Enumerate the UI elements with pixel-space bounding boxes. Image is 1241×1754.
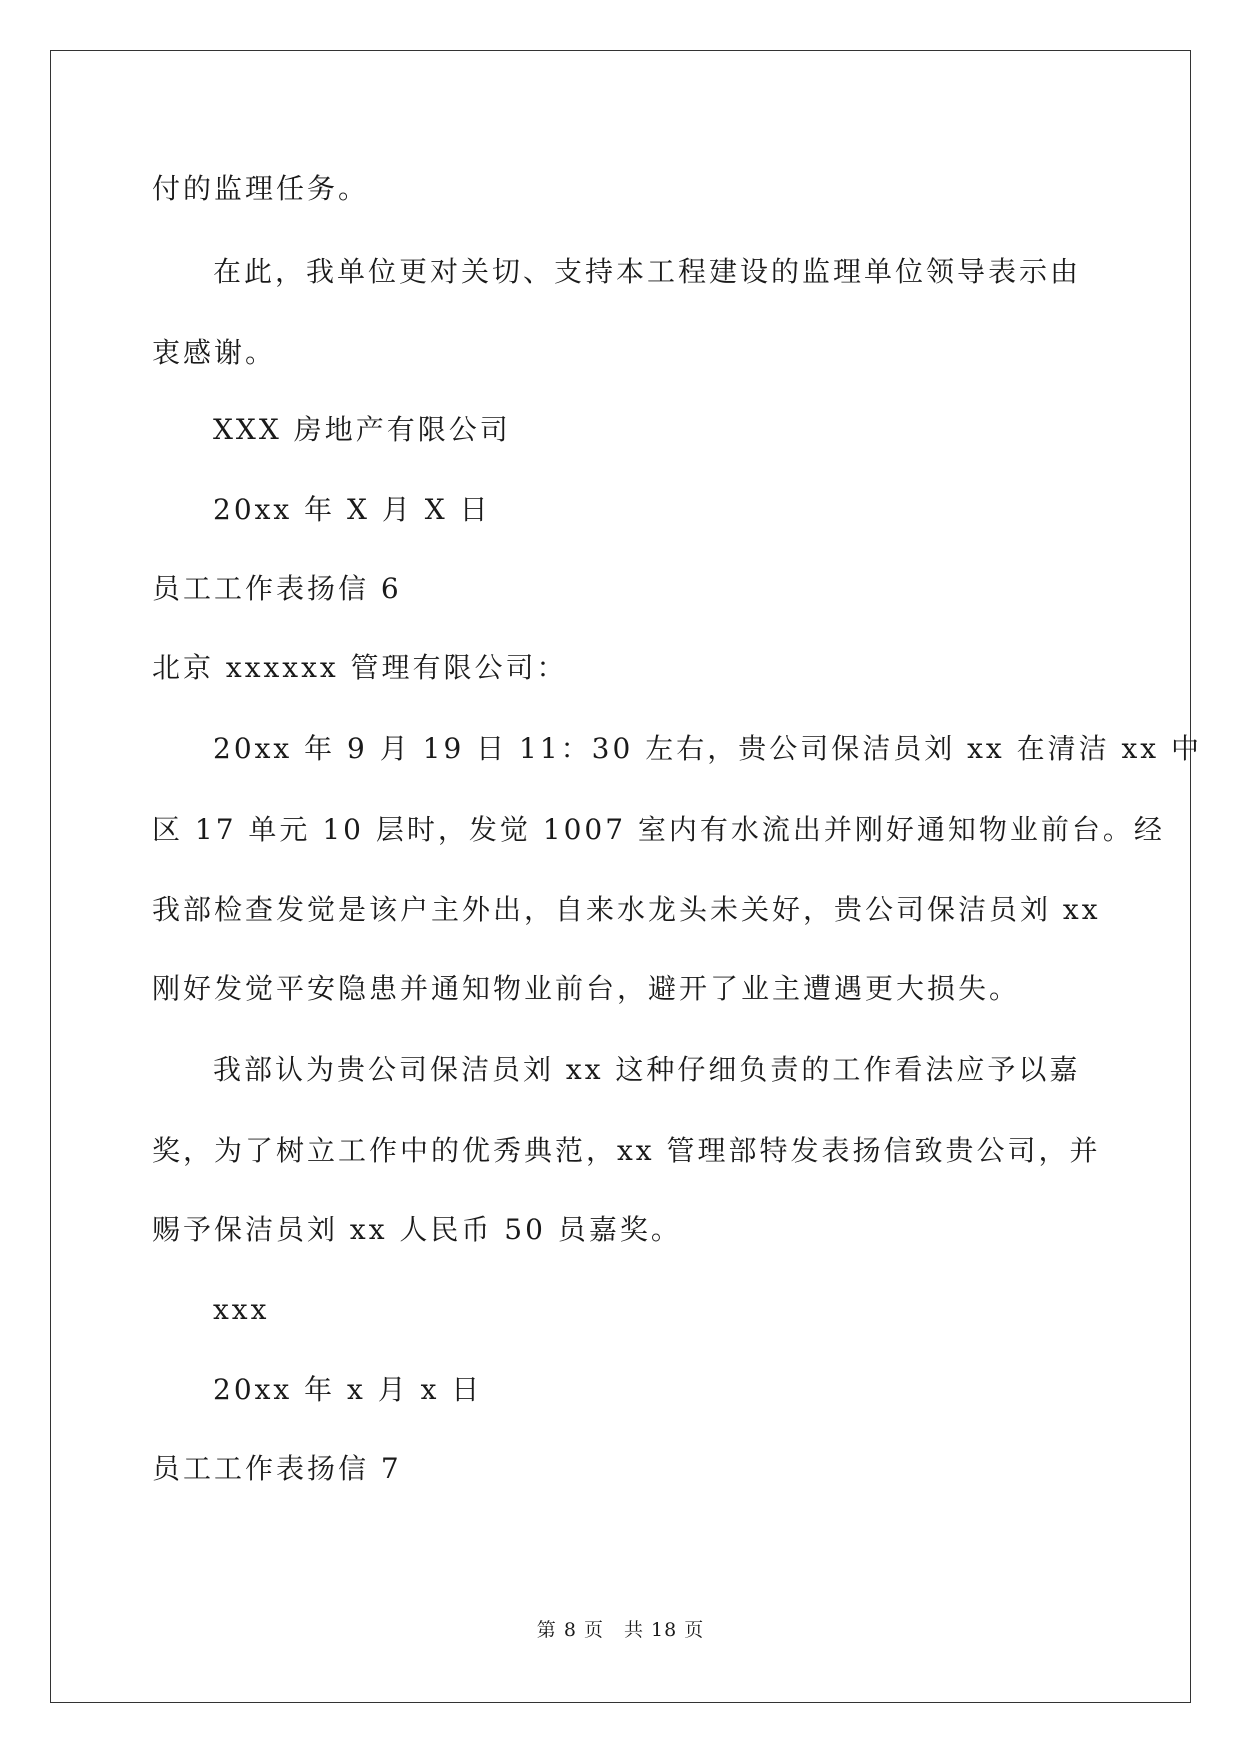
letter-signature-date: 20xx 年 x 月 x 日 xyxy=(213,1373,483,1406)
letter-signature-name: xxx xyxy=(213,1293,270,1326)
section-heading-7: 员工工作表扬信 7 xyxy=(152,1452,402,1485)
letter-paragraph-1-line-4: 刚好发觉平安隐患并通知物业前台，避开了业主遭遇更大损失。 xyxy=(152,972,1021,1005)
letter-paragraph-1-line-3: 我部检查发觉是该户主外出，自来水龙头未关好，贵公司保洁员刘 xx xyxy=(152,893,1101,926)
letter-paragraph-1-line-1: 20xx 年 9 月 19 日 11：30 左右，贵公司保洁员刘 xx 在清洁 xx 中 xyxy=(213,732,1202,765)
section-heading-6: 员工工作表扬信 6 xyxy=(152,572,402,605)
letter-paragraph-2-line-2: 奖，为了树立工作中的优秀典范，xx 管理部特发表扬信致贵公司，并 xyxy=(152,1134,1101,1167)
letter-salutation: 北京 xxxxxx 管理有限公司： xyxy=(152,651,568,684)
signature-date: 20xx 年 X 月 X 日 xyxy=(213,493,491,526)
signature-company: XXX 房地产有限公司 xyxy=(213,413,511,446)
letter-paragraph-2-line-3: 赐予保洁员刘 xx 人民币 50 员嘉奖。 xyxy=(152,1213,682,1246)
paragraph-thanks-line-1: 在此，我单位更对关切、支持本工程建设的监理单位领导表示由 xyxy=(213,255,1082,288)
page-number-footer: 第 8 页 共 18 页 xyxy=(536,1619,705,1641)
paragraph-thanks-line-2: 衷感谢。 xyxy=(152,336,277,369)
letter-paragraph-1-line-2: 区 17 单元 10 层时，发觉 1007 室内有水流出并刚好通知物业前台。经 xyxy=(152,813,1165,846)
letter-paragraph-2-line-1: 我部认为贵公司保洁员刘 xx 这种仔细负责的工作看法应予以嘉 xyxy=(213,1053,1081,1086)
body-line-1: 付的监理任务。 xyxy=(152,172,370,205)
